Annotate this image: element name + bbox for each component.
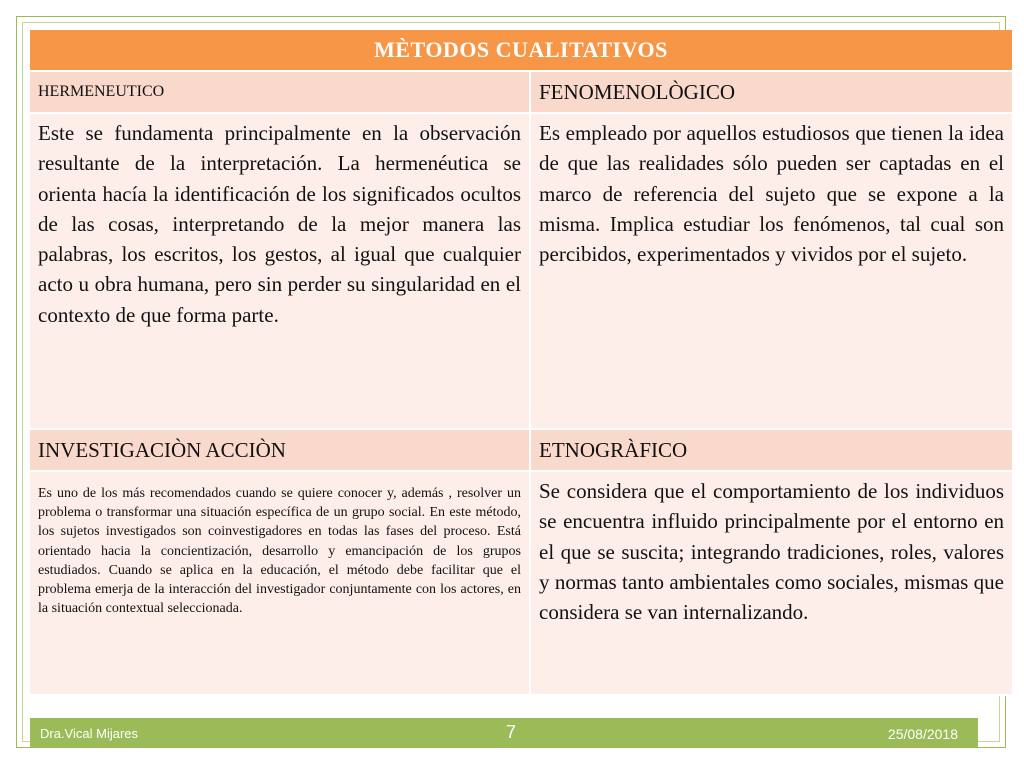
cell-hermeneutico <box>30 113 530 429</box>
cell-fenomenologico <box>530 113 1012 429</box>
table-row <box>30 471 1012 695</box>
header-etnografico: ETNOGRÀFICO <box>530 429 1012 471</box>
cell-investigacion-accion <box>30 471 530 695</box>
text-investigacion-accion: Es uno de los más recomendados cuando se quiere conocer y, además , resolver un problema o transformar una situación específica de un grupo social. En este método, los sujetos investigados son coinvestigadores en todas las fases del proceso. Está orientado hacia la concientización, desarrollo y emancipación de los grupos estudiados. Cuando se aplica en la educación, el método debe facilitar que el problema emerja de la interacción del investigador conjuntamente con los actores, en la situación contextual seleccionada. <box>38 486 521 617</box>
methods-table <box>30 30 1012 696</box>
slide-footer <box>30 718 978 748</box>
header-investigacion-accion: INVESTIGACIÒN ACCIÒN <box>30 429 530 471</box>
text-fenomenologico: Es empleado por aquellos estudiosos que tienen la idea de que las realidades sólo pueden ser captadas en el marco de referencia del sujeto que se expone a la misma. Implica estudiar los fenómenos, tal cual son percibidos, experimentados y vividos por el sujeto. <box>539 121 1005 267</box>
text-hermeneutico: Este se fundamenta principalmente en la observación resultante de la interpretación. La hermenéutica se orienta hacía la identificación de los significados ocultos de las cosas, interpretando de la mejor manera las palabras, los escritos, los gestos, al igual que cualquier acto u obra humana, pero sin perder su singularidad en el contexto de que forma parte. <box>38 121 521 327</box>
table-title-row <box>30 30 1012 71</box>
table-header-row <box>30 71 1012 113</box>
table-header-row <box>30 429 1012 471</box>
text-etnografico: Se considera que el comportamiento de los individuos se encuentra influido principalmente por el entorno en el que se suscita; integrando tradiciones, roles, valores y normas tanto ambientales como sociales, mismas que considera se van internalizando. <box>539 479 1005 625</box>
cell-etnografico <box>530 471 1012 695</box>
header-fenomenologico: FENOMENOLÒGICO <box>530 71 1012 113</box>
footer-date: 25/08/2018 <box>887 726 958 742</box>
table-title: MÈTODOS CUALITATIVOS <box>30 30 1012 71</box>
header-hermeneutico: HERMENEUTICO <box>30 71 530 113</box>
table-row <box>30 113 1012 429</box>
page-number: 7 <box>506 722 517 742</box>
footer-author: Dra.Vical Mijares <box>40 726 139 741</box>
